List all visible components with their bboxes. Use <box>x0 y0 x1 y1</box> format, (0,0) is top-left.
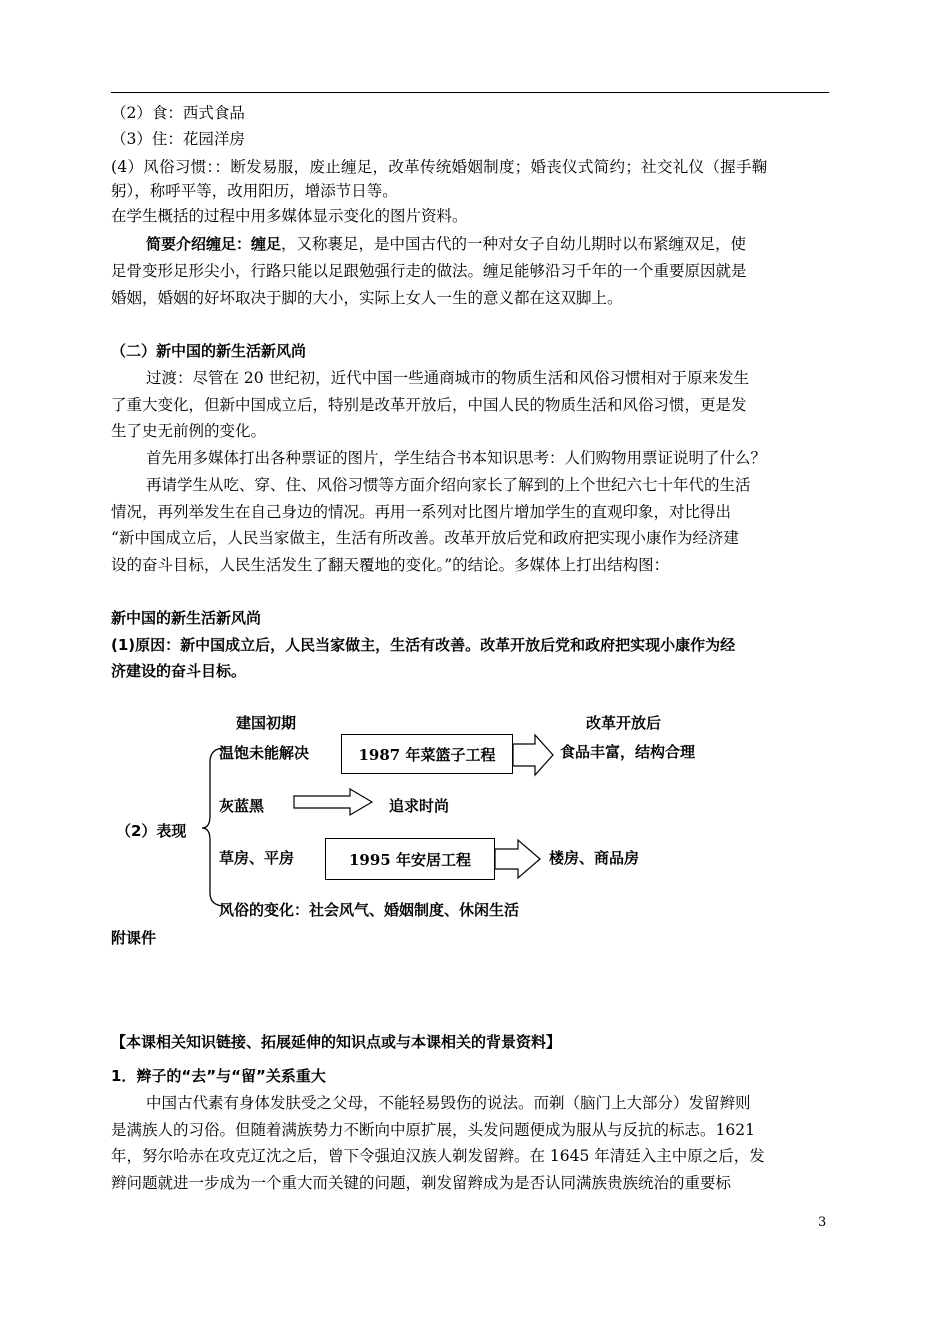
structure-title: 新中国的新生活新风尚 <box>111 609 262 627</box>
diagram-brace <box>202 748 225 906</box>
diagram-row2-right: 追求时尚 <box>389 797 450 815</box>
diagram-box-1987 <box>341 734 513 774</box>
diagram-side-label: （2）表现 <box>116 822 187 840</box>
diagram-column-reform: 改革开放后 <box>586 714 662 732</box>
diagram-box-1995 <box>325 838 495 880</box>
structure-reason-line-1: (1)原因：新中国成立后，人民当家做主，生活有改善。改革开放后党和政府把实现小康作为经 <box>111 636 736 654</box>
queue-heading: 1．辫子的“去”与“留”关系重大 <box>111 1067 326 1085</box>
diagram-arrow-3 <box>495 840 540 878</box>
paragraph-invite-line-2: 情况，再列举发生在自己身边的情况。再用一系列对比图片增加学生的直观印象，对比得出 <box>111 503 732 521</box>
paragraph-queue-line-1: 中国古代素有身体发肤受之父母，不能轻易毁伤的说法。而剃（脑门上大部分）发留辫则 <box>146 1094 751 1112</box>
structure-reason-line-2: 济建设的奋斗目标。 <box>111 662 247 680</box>
paragraph-invite-line-1: 再请学生从吃、穿、住、风俗习惯等方面介绍向家长了解到的上个世纪六七十年代的生活 <box>146 476 751 494</box>
paragraph-footbinding-line-3: 婚姻，婚姻的好坏取决于脚的大小，实际上女人一生的意义都在这双脚上。 <box>111 289 623 307</box>
paragraph-tickets: 首先用多媒体打出各种票证的图片，学生结合书本知识思考：人们购物用票证说明了什么？ <box>146 449 767 467</box>
diagram-row1-right: 食品丰富，结构合理 <box>560 743 696 761</box>
page-number: 3 <box>818 1215 827 1230</box>
paragraph-footbinding-line-1 <box>146 234 746 254</box>
paragraph-queue-line-2: 是满族人的习俗。但随着满族势力不断向中原扩展，头发问题便成为服从与反抗的标志。1621 <box>111 1121 755 1139</box>
paragraph-footbinding-line-2: 足骨变形足形尖小，行路只能以足跟勉强行走的做法。缠足能够沿习千年的一个重要原因就是 <box>111 262 747 280</box>
text-line-food: （2）食：西式食品 <box>111 104 245 122</box>
diagram-row2-left: 灰蓝黑 <box>219 797 265 815</box>
section-heading-new-china: （二）新中国的新生活新风尚 <box>111 342 307 360</box>
diagram-box-1995-label: 1995 年安居工程 <box>349 850 471 869</box>
paragraph-transition-line-1: 过渡：尽管在 20 世纪初，近代中国一些通商城市的物质生活和风俗习惯相对于原来发生 <box>146 369 750 387</box>
background-heading: 【本课相关知识链接、拓展延伸的知识点或与本课相关的背景资料】 <box>111 1033 562 1051</box>
text-line-customs-2: 躬），称呼平等，改用阳历，增添节日等。 <box>111 182 398 200</box>
diagram-row1-left: 温饱未能解决 <box>219 744 310 762</box>
text-line-customs-1: (4）风俗习惯：：断发易服，废止缠足，改革传统婚姻制度；婚丧仪式简约；社交礼仪（握手鞠 <box>111 158 768 176</box>
attachment-label: 附课件 <box>111 929 157 947</box>
diagram-row4: 风俗的变化：社会风气、婚姻制度、休闲生活 <box>219 901 520 919</box>
text-line-multimedia: 在学生概括的过程中用多媒体显示变化的图片资料。 <box>111 207 468 225</box>
diagram-column-early: 建国初期 <box>236 714 297 732</box>
paragraph-invite-line-4: 设的奋斗目标，人民生活发生了翻天覆地的变化。”的结论。多媒体上打出结构图： <box>111 556 670 574</box>
diagram-row3-left: 草房、平房 <box>219 849 295 867</box>
paragraph-queue-line-3: 年，努尔哈赤在攻克辽沈之后，曾下令强迫汉族人剃发留辫。在 1645 年清廷入主中原之后，发 <box>111 1147 765 1165</box>
diagram-row3-right: 楼房、商品房 <box>549 849 640 867</box>
text-line-housing: （3）住：花园洋房 <box>111 130 245 148</box>
paragraph-transition-line-2: 了重大变化，但新中国成立后，特别是改革开放后，中国人民的物质生活和风俗习惯，更是发 <box>111 396 747 414</box>
footbinding-text: ，又称裹足，是中国古代的一种对女子自幼儿期时以布紧缠双足，使 <box>281 235 747 253</box>
paragraph-transition-line-3: 生了史无前例的变化。 <box>111 422 267 440</box>
diagram-box-1987-label: 1987 年菜篮子工程 <box>358 745 496 764</box>
diagram-arrow-2 <box>294 789 372 815</box>
paragraph-queue-line-4: 辫问题就进一步成为一个重大而关键的问题，剃发留辫成为是否认同满族贵族统治的重要标 <box>111 1174 732 1192</box>
paragraph-invite-line-3: “新中国成立后，人民当家做主，生活有所改善。改革开放后党和政府把实现小康作为经济建 <box>111 529 739 547</box>
diagram-arrow-1 <box>513 735 553 775</box>
header-rule <box>111 92 829 93</box>
footbinding-lead: 简要介绍缠足：缠足 <box>146 235 282 253</box>
